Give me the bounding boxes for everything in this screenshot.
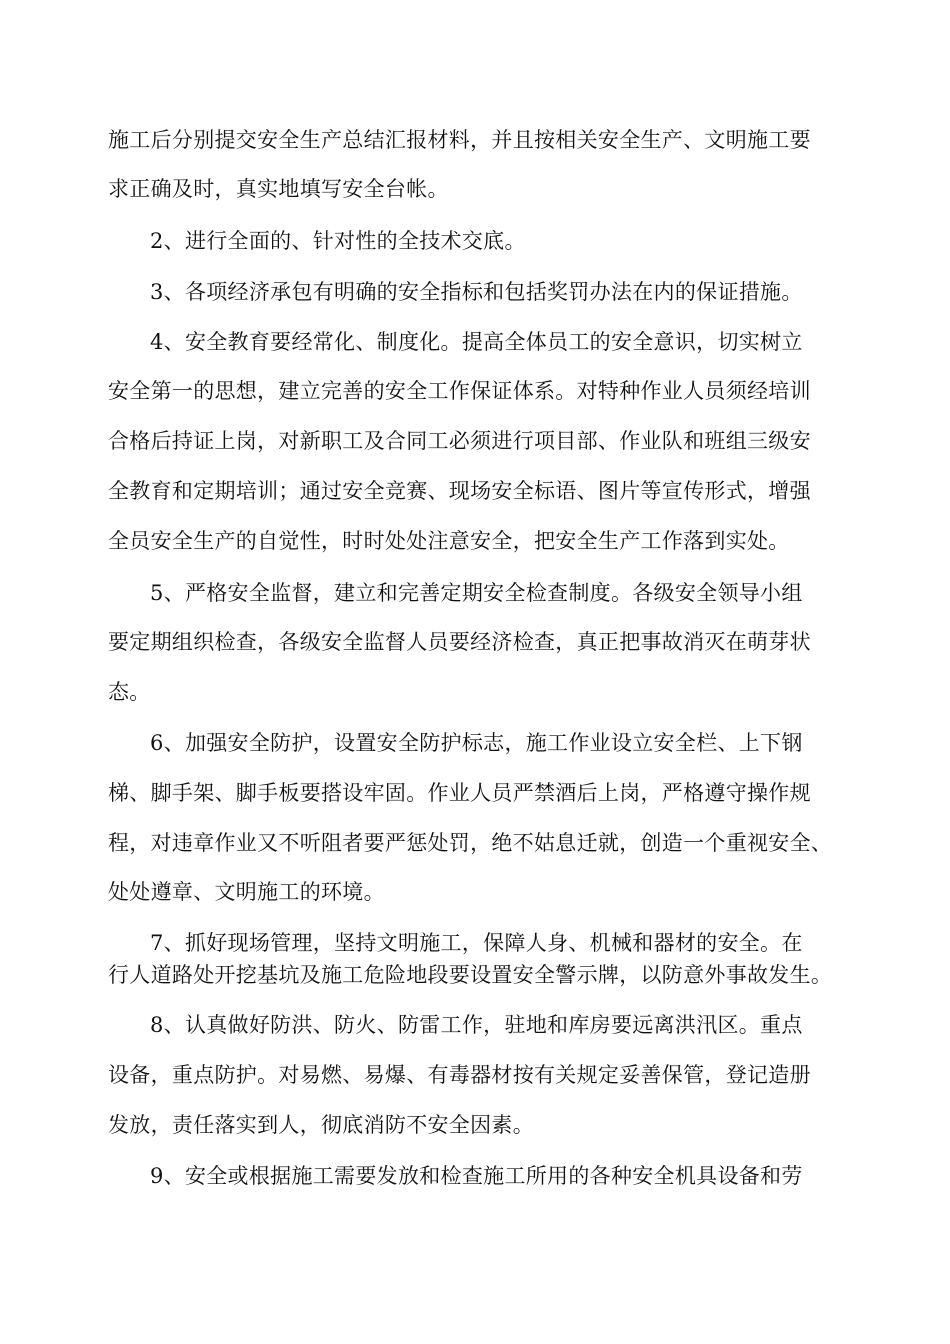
text-line: 全员安全生产的自觉性，时时处处注意安全，把安全生产工作落到实处。: [108, 529, 790, 553]
text-line: 处处遵章、文明施工的环境。: [108, 880, 385, 904]
text-line: 发放，责任落实到人，彻底消防不安全因素。: [108, 1113, 534, 1137]
text-line: 程，对违章作业又不听阻者要严惩处罚，绝不姑息迁就，创造一个重视安全、: [108, 831, 833, 855]
text-line: 设备，重点防护。对易燃、易爆、有毒器材按有关规定妥善保管，登记造册: [108, 1063, 811, 1087]
text-line: 梯、脚手架、脚手板要搭设牢固。作业人员严禁酒后上岗，严格遵守操作规: [108, 781, 811, 805]
text-line: 要定期组织检查，各级安全监督人员要经济检查，真正把事故消灭在萌芽状: [108, 630, 811, 654]
paragraph-2-line: 2、进行全面的、针对性的全技术交底。: [150, 229, 526, 253]
paragraph-4-line: 4、安全教育要经常化、制度化。提高全体员工的安全意识，切实树立: [150, 330, 803, 354]
paragraph-3-line: 3、各项经济承包有明确的安全指标和包括奖罚办法在内的保证措施。: [150, 280, 803, 304]
text-line: 全教育和定期培训；通过安全竞赛、现场安全标语、图片等宣传形式，增强: [108, 479, 811, 503]
text-line: 合格后持证上岗，对新职工及合同工必须进行项目部、作业队和班组三级安: [108, 429, 811, 453]
text-line: 施工后分别提交安全生产总结汇报材料，并且按相关安全生产、文明施工要: [108, 128, 811, 152]
paragraph-7-line: 7、抓好现场管理，坚持文明施工，保障人身、机械和器材的安全。在: [150, 931, 803, 955]
text-line: 安全第一的思想，建立完善的安全工作保证体系。对特种作业人员须经培训: [108, 379, 811, 403]
text-line: 求正确及时，真实地填写安全台帐。: [108, 177, 449, 201]
paragraph-5-line: 5、严格安全监督，建立和完善定期安全检查制度。各级安全领导小组: [150, 581, 803, 605]
paragraph-8-line: 8、认真做好防洪、防火、防雷工作，驻地和库房要远离洪汛区。重点: [150, 1013, 803, 1037]
text-line: 态。: [108, 680, 151, 704]
paragraph-9-line: 9、安全或根据施工需要发放和检查施工所用的各种安全机具设备和劳: [150, 1164, 803, 1188]
text-line: 行人道路处开挖基坑及施工危险地段要设置安全警示牌，以防意外事故发生。: [108, 963, 833, 987]
paragraph-6-line: 6、加强安全防护，设置安全防护标志，施工作业设立安全栏、上下钢: [150, 731, 803, 755]
